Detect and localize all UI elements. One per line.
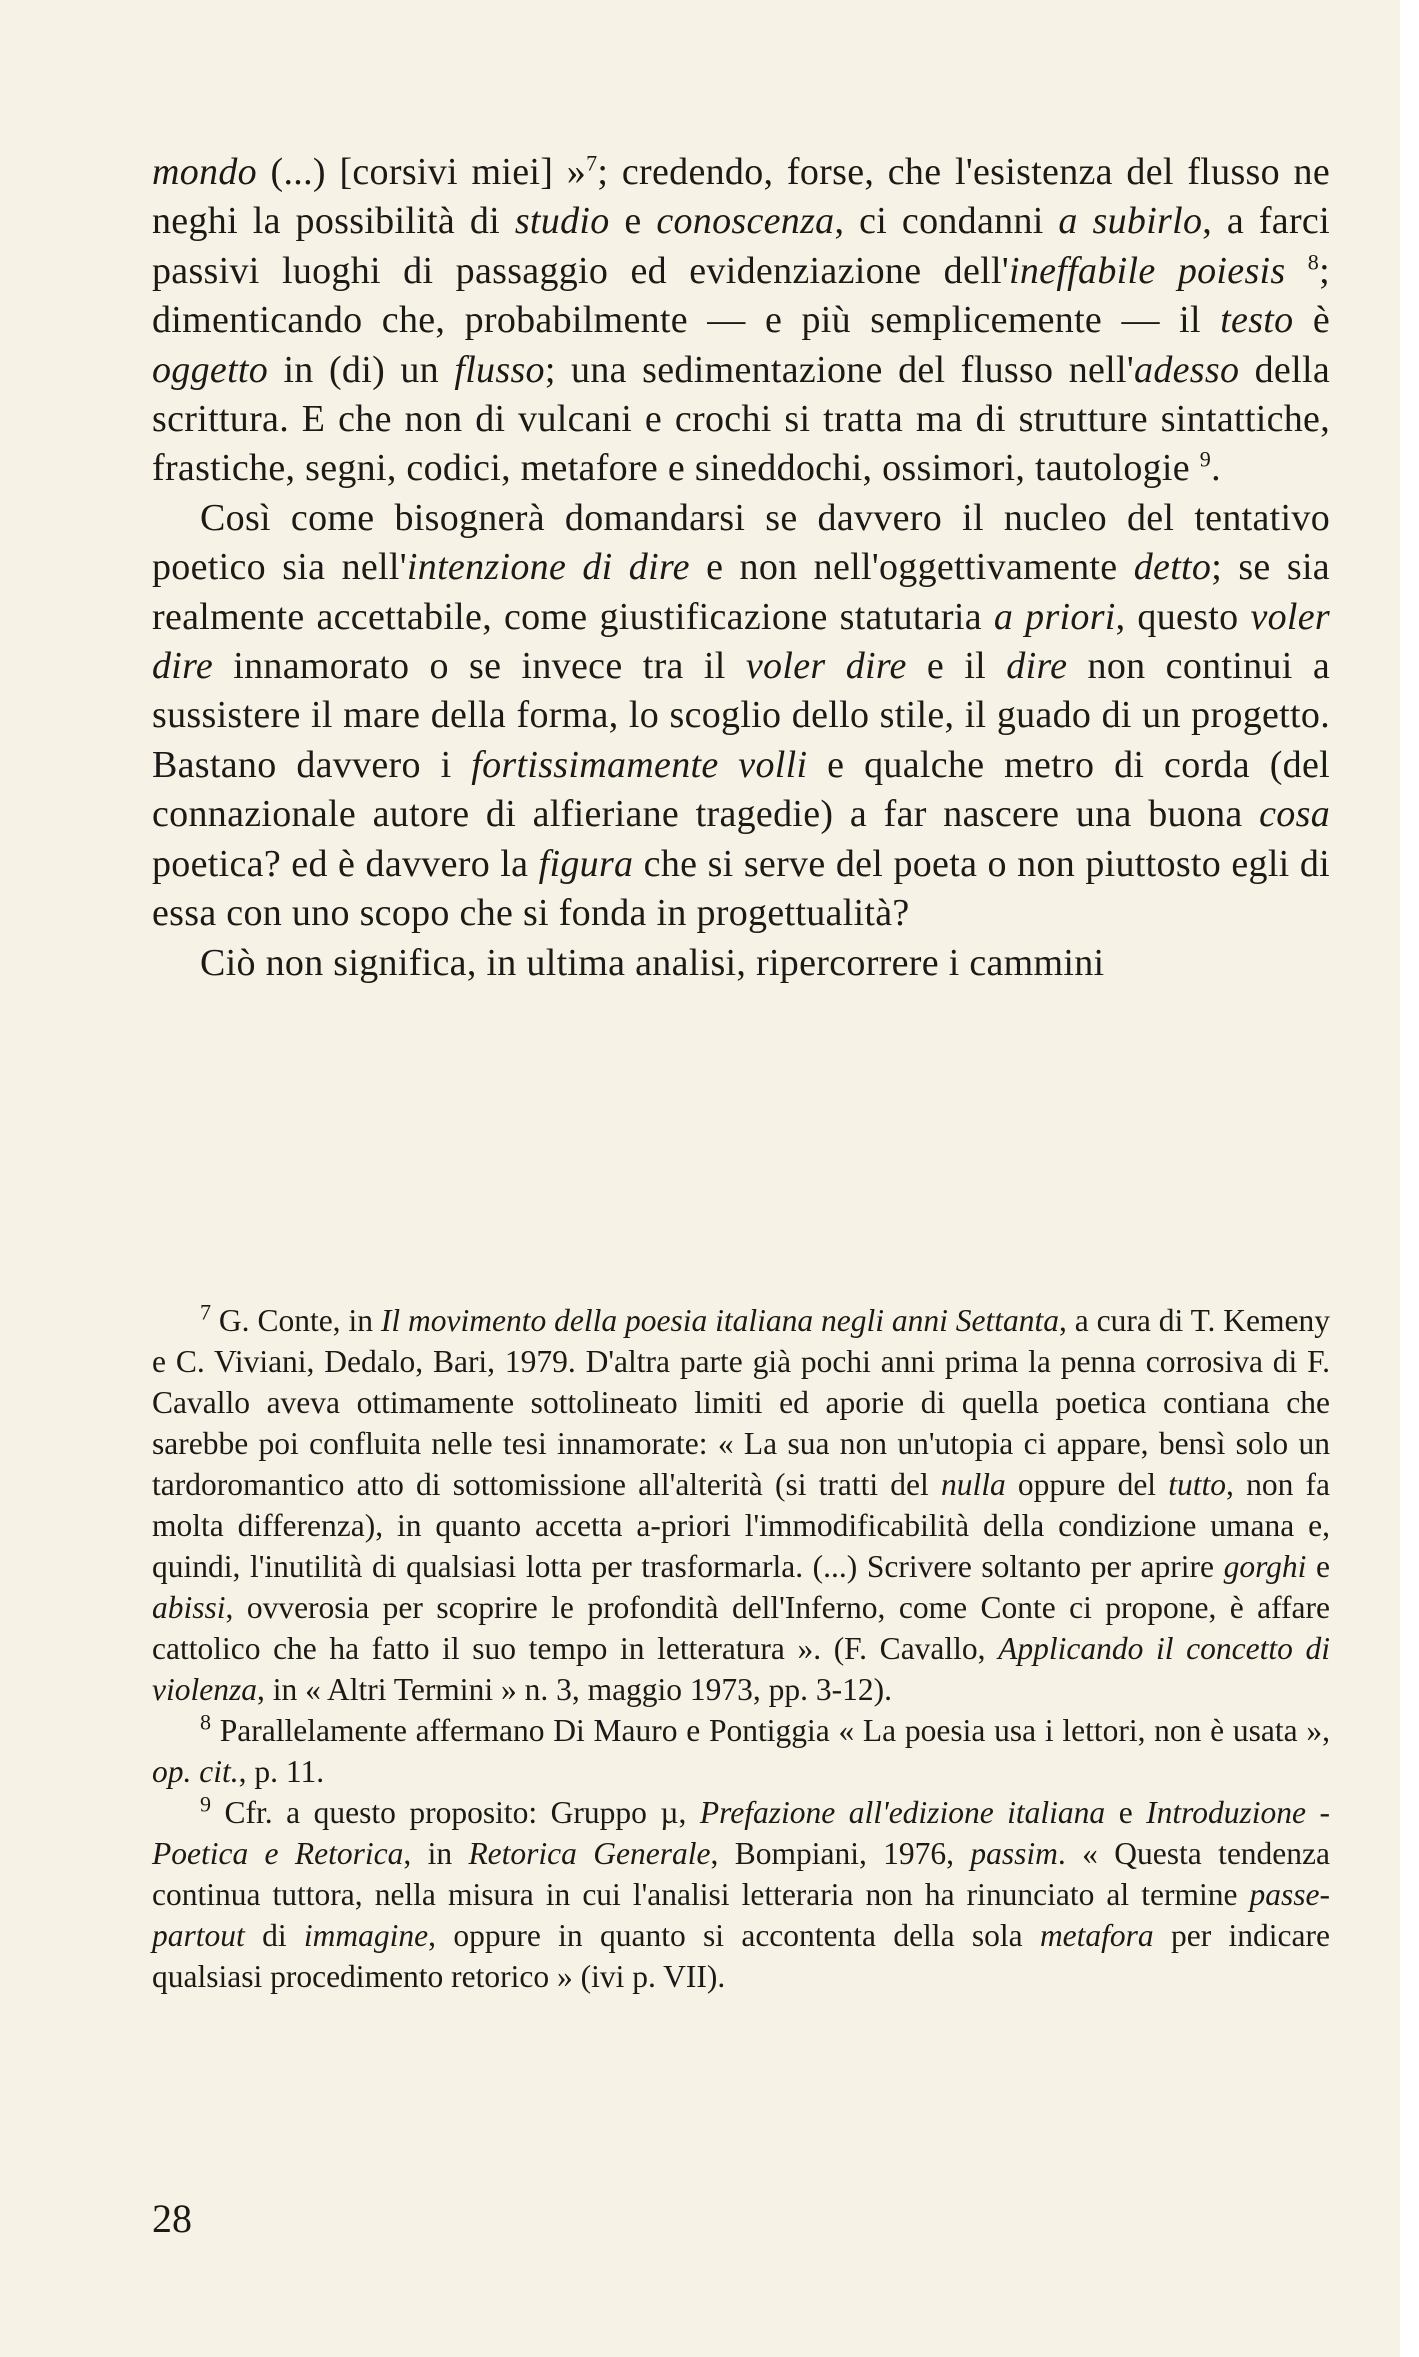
text-run: e <box>609 200 657 243</box>
paragraph <box>152 148 1330 494</box>
text-run: G. Conte, in <box>211 1303 381 1338</box>
text-run: , in <box>403 1836 469 1871</box>
text-run: Così come bisognerà domandarsi se davvero il nucleo del tentativo poetico sia nell' <box>152 496 1330 589</box>
page-number: 28 <box>152 2196 192 2241</box>
italic-run: nulla <box>940 1467 1006 1502</box>
text-run: ; dimenticando che, probabilmente — e più semplicemente — il <box>152 249 1330 342</box>
text-run: Ciò non significa, in ultima analisi, ripercorrere i cammini <box>200 941 1105 984</box>
italic-run: a subirlo <box>1058 200 1203 243</box>
italic-run: voler dire <box>152 595 1331 688</box>
text-run: in (di) un <box>268 348 455 391</box>
main-text <box>152 148 1330 988</box>
text-run: poetica? ed è davvero la <box>152 842 539 885</box>
text-run: , questo <box>1115 595 1251 638</box>
footnote-marker: 7 <box>586 150 598 176</box>
footnote-marker: 9 <box>1199 446 1212 472</box>
italic-run: conoscenza <box>656 200 835 243</box>
text-run: che si serve del poeta o non piuttosto egli di essa con uno scopo che si fonda in progettualità? <box>152 842 1331 935</box>
italic-run: fortissimamente volli <box>471 743 808 786</box>
italic-run: dire <box>1006 645 1068 688</box>
footnote <box>152 1300 1330 1710</box>
text-run: , ci condanni <box>834 200 1059 243</box>
text-run: Parallelamente affermano Di Mauro e Pontiggia « La poesia usa i lettori, non è usata », <box>211 1713 1330 1748</box>
footnote <box>152 1792 1330 1997</box>
paragraph <box>152 939 1330 988</box>
italic-run: Retorica Generale <box>468 1836 711 1871</box>
italic-run: figura <box>538 842 634 885</box>
text-run: , Bompiani, 1976, <box>710 1836 971 1871</box>
text-run: e il <box>906 645 1007 688</box>
text-run: oppure del <box>1005 1467 1169 1502</box>
text-run: Cfr. a questo proposito: Gruppo µ, <box>211 1795 700 1830</box>
text-run: ; se sia realmente accettabile, come giustificazione statutaria <box>152 546 1330 638</box>
text-run <box>1285 250 1307 292</box>
text-run: della scrittura. E che non di vulcani e crochi si tratta ma di strutture sintattiche, frastiche, segni, codici, metafore e sineddochi, ossimori, tautologie <box>152 348 1330 490</box>
italic-run: metafora <box>1039 1918 1154 1953</box>
footnote-marker: 7 <box>200 1299 212 1325</box>
italic-run: detto <box>1133 546 1212 589</box>
text-run: non continui a sussistere il mare della forma, lo scoglio dello stile, il guado di un progetto. Bastano davvero i <box>152 645 1330 786</box>
text-run: (...) [corsivi miei] » <box>256 151 587 193</box>
italic-run: voler dire <box>745 645 907 688</box>
page-margin <box>1400 0 1419 2357</box>
text-run: innamorato o se invece tra il <box>213 645 746 688</box>
text-run: e <box>1105 1795 1147 1830</box>
italic-run: abissi <box>152 1590 226 1625</box>
italic-run: Il movimento della poesia italiana negli anni Settanta <box>380 1303 1060 1338</box>
text-run: ; credendo, forse, che l'esistenza del flusso ne neghi la possibilità di <box>152 151 1330 243</box>
italic-run: Applicando il concetto di violenza <box>152 1631 1330 1707</box>
italic-run: gorghi <box>1223 1549 1307 1584</box>
text-run: , in « Altri Termini » n. 3, maggio 1973, pp. 3-12). <box>256 1672 893 1707</box>
italic-run: cosa <box>1259 793 1330 836</box>
text-run: , a cura di T. Kemeny e C. Viviani, Dedalo, Bari, 1979. D'altra parte già pochi anni prima la penna corrosiva di F. Cavallo aveva ottimamente sottolineato limiti ed aporie di quella poetica contiana che sarebbe poi confluita nelle tesi innamorate: « La sua non un'utopia ci appare, bensì solo un tardoromantico atto di sottomissione all'alterità (si tratti del <box>152 1303 1330 1502</box>
text-run: di <box>244 1918 304 1953</box>
italic-run: ineffabile poiesis <box>1009 249 1286 292</box>
italic-run: intenzione di dire <box>406 546 690 589</box>
paragraph <box>152 494 1330 939</box>
italic-run: adesso <box>1134 348 1240 391</box>
italic-run: Introduzione - Poetica e Retorica <box>152 1795 1330 1871</box>
text-run: , non fa molta differenza), in quanto accetta a-priori l'immodificabilità della condizione umana e, quindi, l'inutilità di qualsiasi lotta per trasformarla. (...) Scrivere soltanto per aprire <box>152 1467 1330 1584</box>
italic-run: op. cit. <box>152 1754 239 1789</box>
italic-run: tutto <box>1168 1467 1227 1502</box>
footnote <box>152 1710 1330 1792</box>
text-run: . « Questa tendenza continua tuttora, nella misura in cui l'analisi letteraria non ha rinunciato al termine <box>152 1836 1330 1912</box>
italic-run: a priori <box>993 595 1116 638</box>
text-run: è <box>1293 299 1330 342</box>
text-run: e <box>1306 1549 1330 1584</box>
text-run: e qualche metro di corda (del connazionale autore di alfieriane tragedie) a far nascere una buona <box>152 743 1330 836</box>
italic-run: testo <box>1220 299 1294 342</box>
text-run: e non nell'oggettivamente <box>689 546 1134 589</box>
italic-run: oggetto <box>152 348 269 391</box>
italic-run: studio <box>514 200 610 243</box>
italic-run: flusso <box>454 348 545 391</box>
italic-run: passe-partout <box>152 1877 1330 1953</box>
footnote-marker: 8 <box>1307 249 1320 275</box>
text-run: , ovverosia per scoprire le profondità dell'Inferno, come Conte ci propone, è affare cattolico che ha fatto il suo tempo in letteratura ». (F. Cavallo, <box>152 1590 1330 1666</box>
text-run: , a farci passivi luoghi di passaggio ed evidenziazione dell' <box>152 200 1330 292</box>
italic-run: mondo <box>152 151 257 193</box>
footnotes <box>152 1300 1330 1997</box>
text-run: per indicare qualsiasi procedimento retorico » (ivi p. VII). <box>152 1918 1330 1994</box>
text-run: . <box>1211 447 1221 490</box>
text-run: , p. 11. <box>238 1754 325 1789</box>
footnote-marker: 9 <box>200 1791 212 1817</box>
italic-run: passim <box>970 1836 1058 1871</box>
italic-run: Prefazione all'edizione italiana <box>699 1795 1106 1830</box>
text-run: ; una sedimentazione del flusso nell' <box>544 348 1135 391</box>
footnote-marker: 8 <box>200 1709 212 1735</box>
text-run: , oppure in quanto si accontenta della sola <box>428 1918 1040 1953</box>
italic-run: immagine <box>303 1918 429 1953</box>
